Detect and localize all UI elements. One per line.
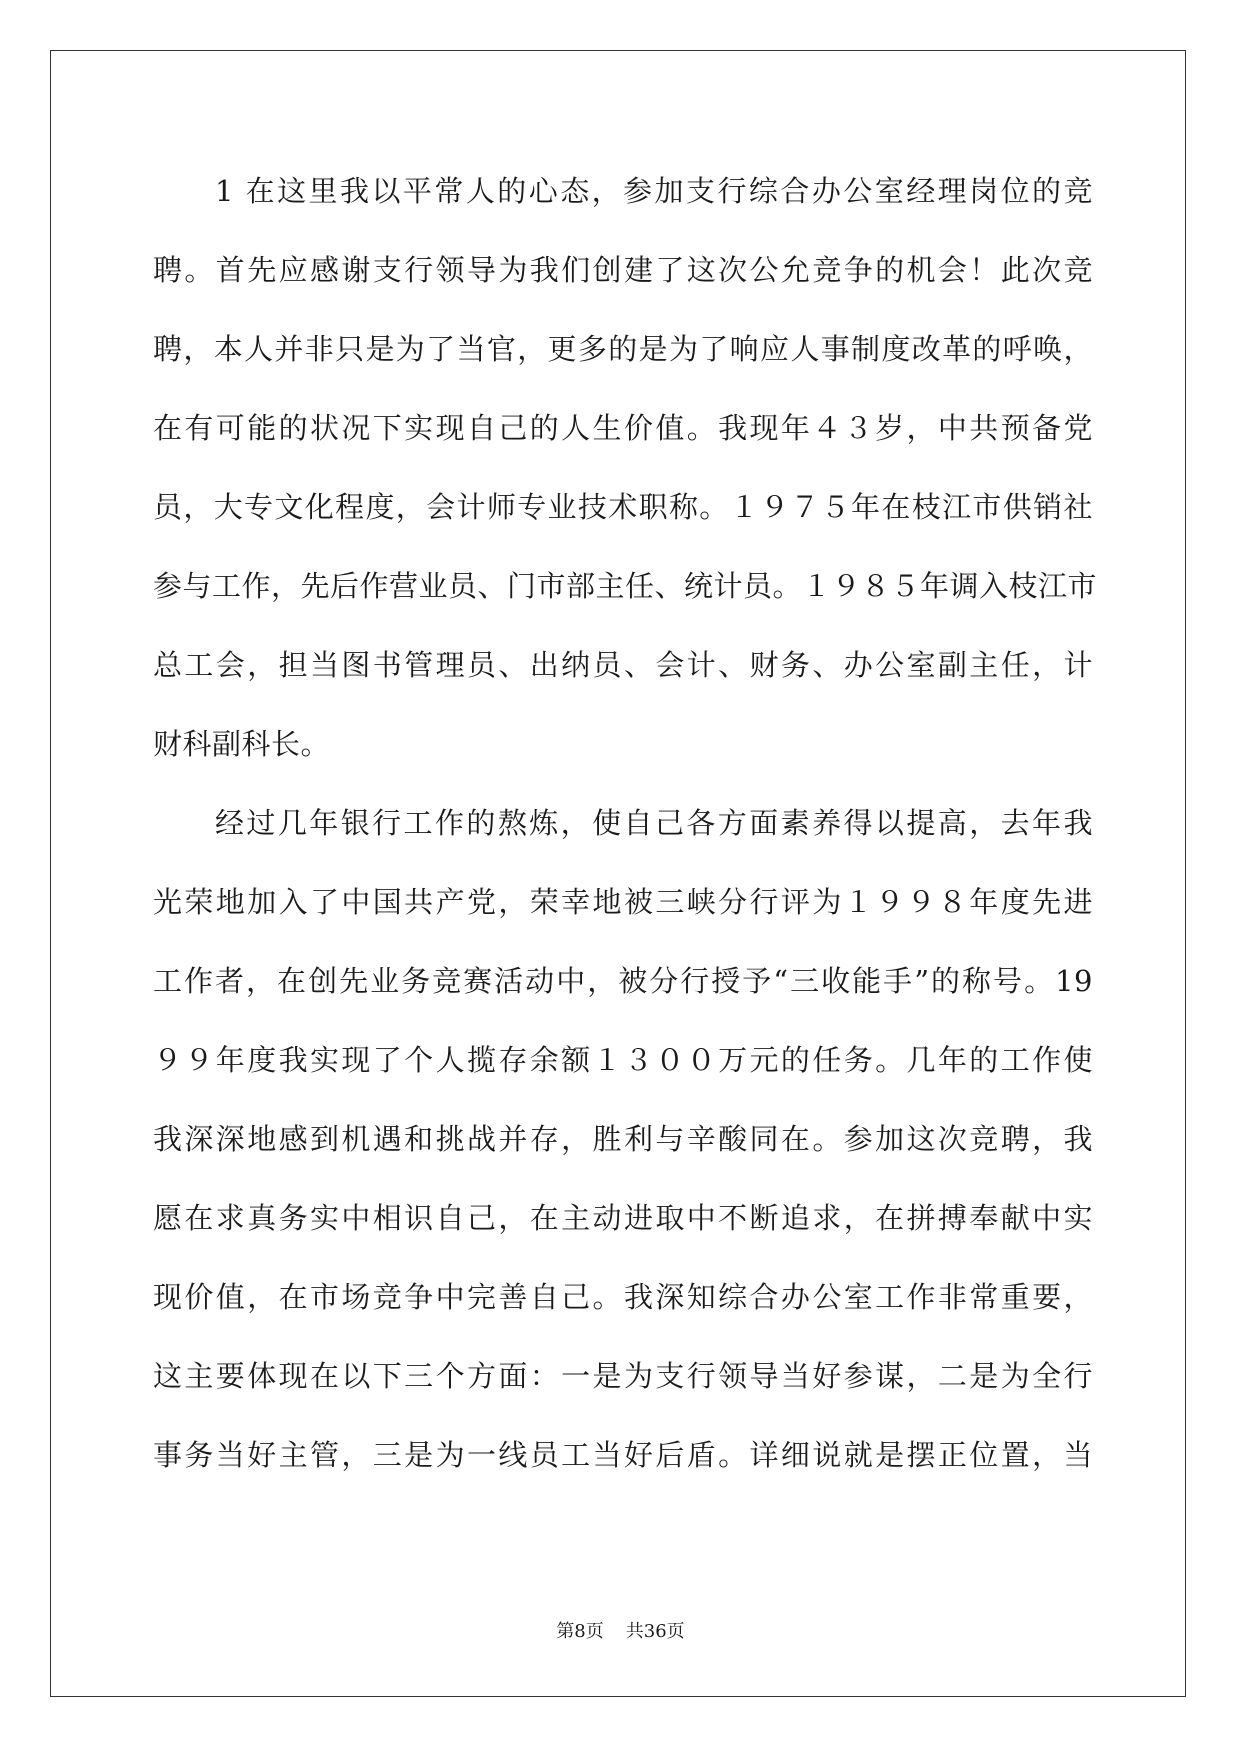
paragraph-2-line-9: 事务当好主管，三是为一线员工当好后盾。详细说就是摆正位置，当 bbox=[153, 1438, 1093, 1472]
paragraph-1-line-7: 总工会，担当图书管理员、出纳员、会计、财务、办公室副主任，计 bbox=[153, 648, 1093, 682]
paragraph-2-line-4: ９９年度我实现了个人揽存余额１３００万元的任务。几年的工作使 bbox=[153, 1043, 1093, 1077]
paragraph-1-line-1: 1 在这里我以平常人的心态，参加支行综合办公室经理岗位的竞 bbox=[215, 174, 1093, 208]
paragraph-2-line-5: 我深深地感到机遇和挑战并存，胜利与辛酸同在。参加这次竞聘，我 bbox=[153, 1122, 1093, 1156]
paragraph-2-line-2: 光荣地加入了中国共产党，荣幸地被三峡分行评为１９９８年度先进 bbox=[153, 885, 1093, 919]
paragraph-1-line-8: 财科副科长。 bbox=[153, 727, 331, 761]
paragraph-2-line-7: 现价值，在市场竞争中完善自己。我深知综合办公室工作非常重要， bbox=[153, 1280, 1093, 1314]
page-footer bbox=[0, 1617, 1241, 1643]
document-body bbox=[153, 160, 1098, 1503]
page-number: 第8页 bbox=[556, 1621, 604, 1642]
paragraph-1-line-4: 在有可能的状况下实现自己的人生价值。我现年４３岁，中共预备党 bbox=[153, 411, 1093, 445]
paragraph-2-line-6: 愿在求真务实中相识自己，在主动进取中不断追求，在拼搏奉献中实 bbox=[153, 1201, 1093, 1235]
page-total: 共36页 bbox=[625, 1621, 685, 1642]
paragraph-2-line-8: 这主要体现在以下三个方面：一是为支行领导当好参谋，二是为全行 bbox=[153, 1359, 1093, 1393]
paragraph-2-line-3: 工作者，在创先业务竞赛活动中，被分行授予“三收能手”的称号。19 bbox=[153, 964, 1093, 998]
paragraph-1-line-6: 参与工作，先后作营业员、门市部主任、统计员。１９８５年调入枝江市 bbox=[153, 569, 1098, 603]
paragraph-2-line-1: 经过几年银行工作的熬炼，使自己各方面素养得以提高，去年我 bbox=[215, 806, 1093, 840]
paragraph-1-line-2: 聘。首先应感谢支行领导为我们创建了这次公允竞争的机会！此次竞 bbox=[153, 253, 1093, 287]
paragraph-1-line-3: 聘，本人并非只是为了当官，更多的是为了响应人事制度改革的呼唤， bbox=[153, 332, 1093, 366]
paragraph-1-line-5: 员，大专文化程度，会计师专业技术职称。１９７５年在枝江市供销社 bbox=[153, 490, 1093, 524]
